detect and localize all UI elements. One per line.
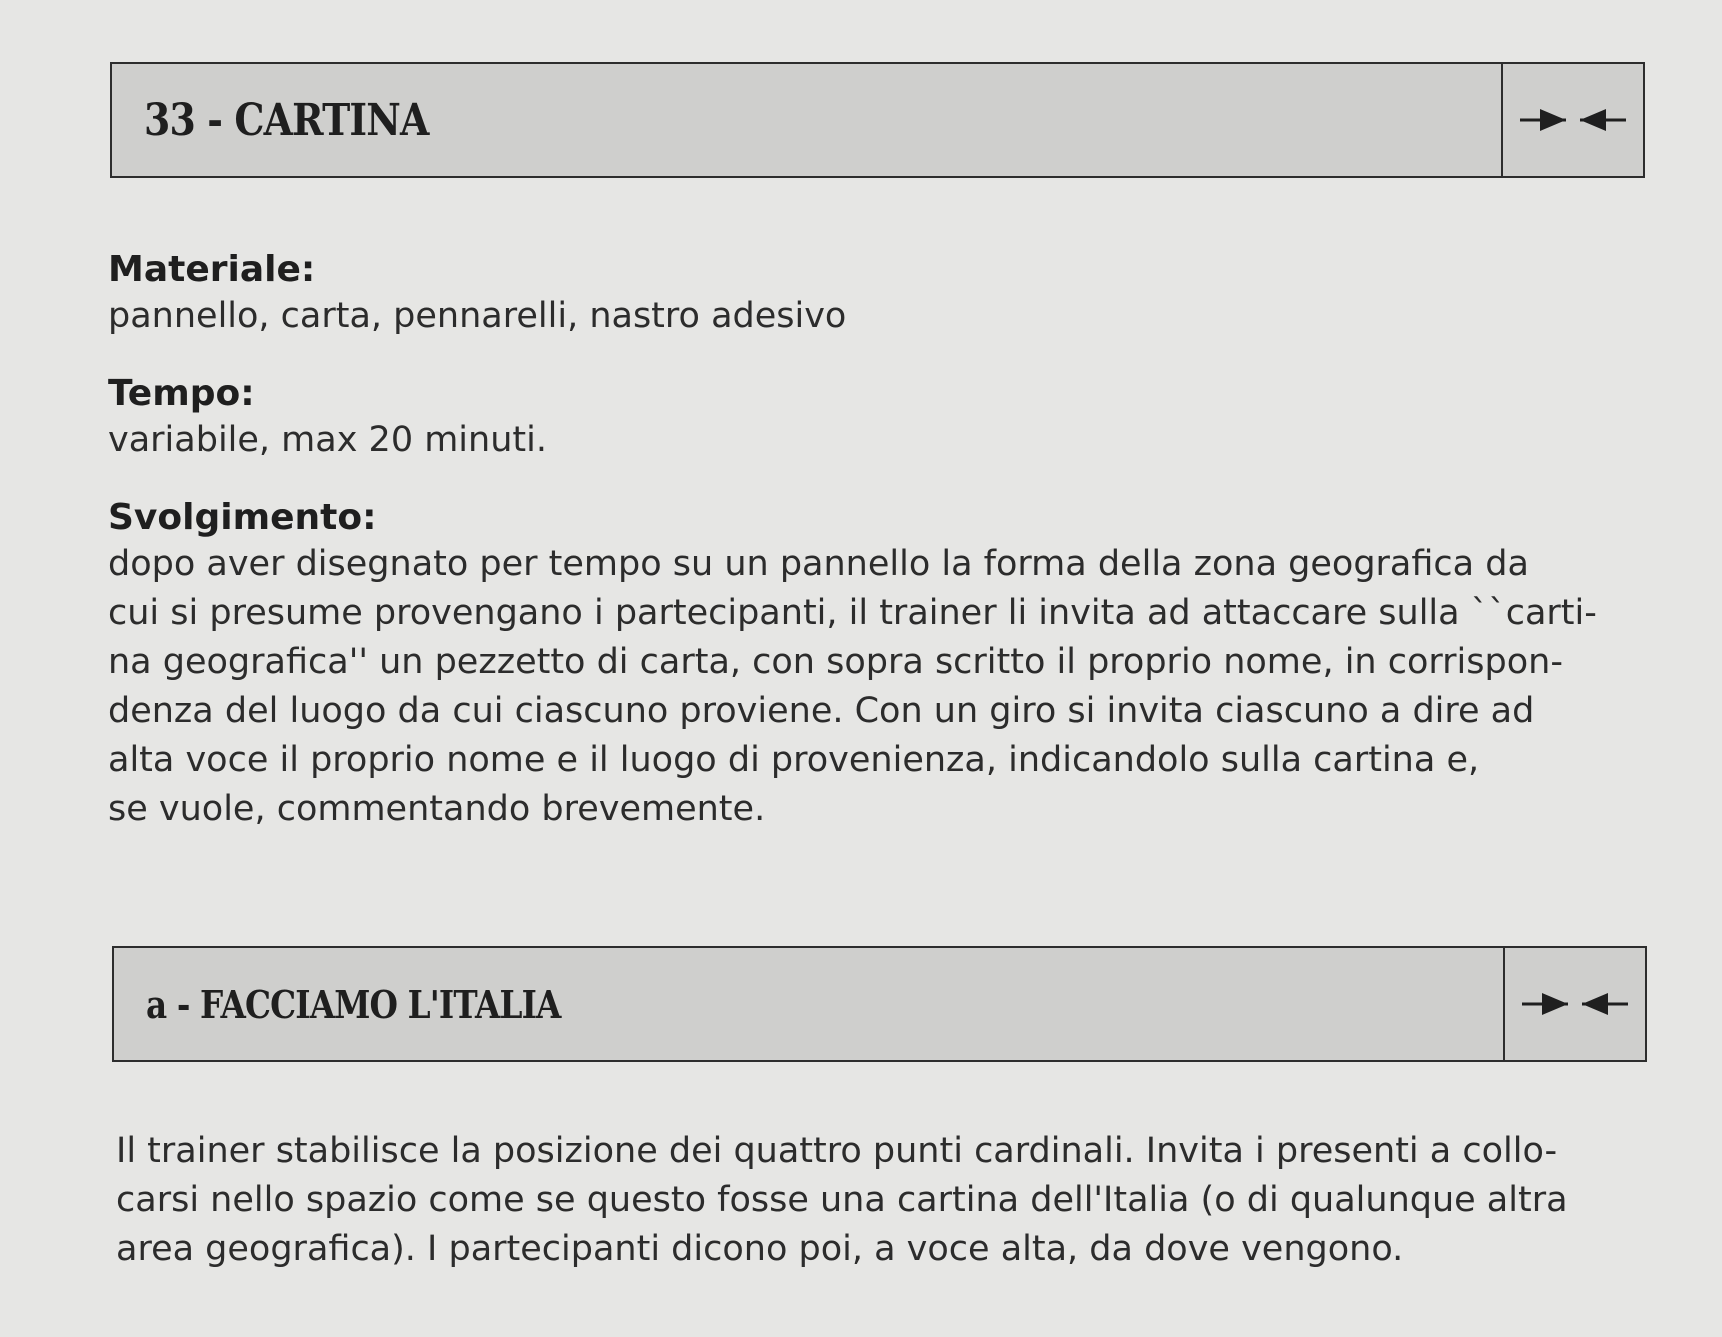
variant-line: carsi nello spazio come se questo fosse una cartina dell'Italia (o di qualunque altra [116,1180,1568,1220]
tempo-label: Tempo: [108,373,255,414]
svolgimento-line: cui si presume provengano i partecipanti, il trainer li invita ad attaccare sulla ``carti- [108,593,1597,633]
exercise-title: 33 - CARTINA [144,94,429,146]
arrows-converging-icon [1520,989,1630,1019]
variant-title-cell [114,948,1505,1060]
svolgimento-line: se vuole, commentando brevemente. [108,789,766,829]
variant-line: Il trainer stabilisce la posizione dei quattro punti cardinali. Invita i presenti a collo- [116,1131,1558,1171]
svolgimento-section [108,496,1648,834]
materiale-section [108,248,1648,341]
exercise-title-box [110,62,1645,178]
tempo-text: variabile, max 20 minuti. [108,420,547,460]
variant-body [116,1127,1648,1274]
arrows-converging-icon [1518,105,1628,135]
svolgimento-line: dopo aver disegnato per tempo su un pannello la forma della zona geografica da [108,544,1529,584]
svolgimento-label: Svolgimento: [108,497,377,538]
materiale-text: pannello, carta, pennarelli, nastro adesivo [108,296,847,336]
svolgimento-line: alta voce il proprio nome e il luogo di provenienza, indicandolo sulla cartina e, [108,740,1480,780]
variant-title: a - FACCIAMO L'ITALIA [146,981,561,1027]
variant-icon-cell [1505,948,1645,1060]
materiale-label: Materiale: [108,249,316,290]
exercise-icon-cell [1503,64,1643,176]
svolgimento-line: denza del luogo da cui ciascuno proviene. Con un giro si invita ciascuno a dire ad [108,691,1535,731]
variant-line: area geografica). I partecipanti dicono poi, a voce alta, da dove vengono. [116,1229,1404,1269]
tempo-section [108,372,1648,465]
variant-title-box [112,946,1647,1062]
svolgimento-line: na geografica'' un pezzetto di carta, con sopra scritto il proprio nome, in corrispon- [108,642,1563,682]
exercise-title-cell [112,64,1503,176]
